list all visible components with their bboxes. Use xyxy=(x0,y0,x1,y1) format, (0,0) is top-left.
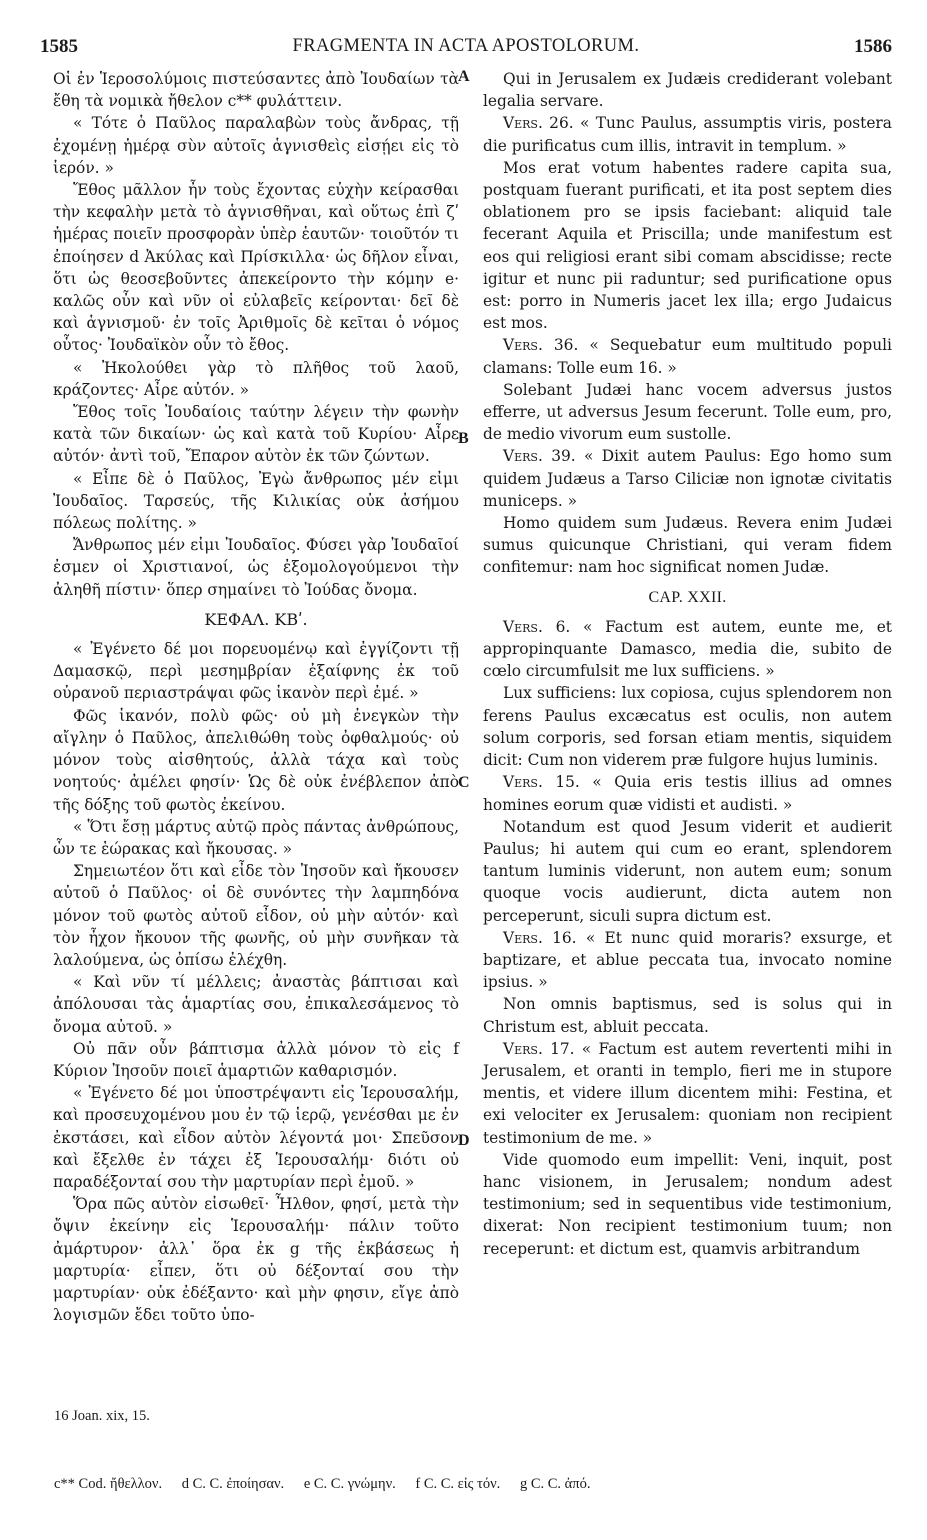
chapter-heading-greek: ΚΕΦΑΛ. ΚΒʹ. xyxy=(204,609,308,629)
latin-paragraph: Mos erat votum habentes radere capita sua, postquam fuerant purificati, et ita post septem dies oblationem pro se ipsis faciebant: aliquid tale fecerant Aquila et Priscilla; unde manifestum est eos qui religiosi erant sibi comam abscidisse; recte igitur et nunc pii raduntur; sed purificatione opus est: porro in Numeris jacet lex illa; ergo Judaicus est mos. xyxy=(483,158,892,333)
greek-paragraph: « Ὅτι ἔσῃ μάρτυς αὐτῷ πρὸς πάντας ἀνθρώπους, ὧν τε ἑώρακας καὶ ἤκουσας. » xyxy=(53,817,459,858)
chapter-heading-latin: CAP. XXII. xyxy=(648,588,727,606)
greek-paragraph: Ἔθος τοῖς Ἰουδαίοις ταύτην λέγειν τὴν φωνὴν κατὰ τῶν δικαίων· ὡς καὶ κατὰ τοῦ Κυρίου· Αἶρε αὐτόν· ἀντὶ τοῦ, Ἔπαρον αὐτὸν ἐκ τῶν ζώντων. xyxy=(53,403,459,466)
latin-verse-paragraph xyxy=(483,1038,892,1149)
verse-label: Vers. 39. xyxy=(503,447,576,466)
verse-label: Vers. 15. xyxy=(503,773,580,792)
latin-text: « Tunc Paulus, assumptis viris, postera die purificatus cum illis, intravit in templum. » xyxy=(483,114,892,155)
latin-paragraph: Notandum est quod Jesum viderit et audierit Paulus; hi autem qui cum eo erant, splendorem tantum luminis viderunt, non autem eum; sonum quoque vocis audierunt, dicta autem non perceperunt, siculi supra dictum est. xyxy=(483,817,892,925)
latin-paragraph: Non omnis baptismus, sed is solus qui in Christum est, abluit peccata. xyxy=(483,995,892,1036)
latin-paragraph: Vide quomodo eum impellit: Veni, inquit, post hanc visionem, in Jerusalem; nondum adest testimonium; sed in sequentibus vide testimonium, dixerat: Non recipient testimonium tuum; non receperunt: et dictum est, quamvis arbitrandum xyxy=(483,1150,892,1258)
greek-paragraph: Οἱ ἐν Ἱεροσολύμοις πιστεύσαντες ἀπὸ Ἰουδαίων τὰ ἔθη τὰ νομικὰ ἤθελον c** φυλάττειν. xyxy=(53,70,459,111)
verse-label: Vers. 17. xyxy=(503,1039,575,1058)
greek-paragraph: Ἔθος μᾶλλον ἦν τοὺς ἔχοντας εὐχὴν κείρασθαι τὴν κεφαλὴν μετὰ τὸ ἁγνισθῆναι, καὶ οὕτως ἐπὶ ζʹ ἡμέρας ποιεῖν προσφορὰν ὑπὲρ ἑαυτῶν· τοιοῦτόν τι ἐποίησεν d Ἀκύλας καὶ Πρίσκιλλα· ὡς δῆλον εἶναι, ὅτι ὡς θεοσεβοῦντες ἀπεκείροντο τὴν κόμην e· καλῶς οὖν καὶ νῦν οἱ εὐλαβεῖς κείρονται· δεῖ δὲ καὶ ἁγνισμοῦ· ἐν τοῖς Ἀριθμοῖς δὲ κεῖται ὁ νόμος οὗτος· Ἰουδαϊκὸν οὖν τὸ ἔθος. xyxy=(53,181,459,355)
greek-paragraph: « Τότε ὁ Παῦλος παραλαβὼν τοὺς ἄνδρας, τῇ ἐχομένῃ ἡμέρᾳ σὺν αὐτοῖς ἁγνισθεὶς εἰσῄει εἰς τὸ ἱερόν. » xyxy=(53,114,459,177)
latin-text: « Quia eris testis illius ad omnes homines eorum quæ vidisti et audisti. » xyxy=(483,773,892,814)
latin-paragraph: Homo quidem sum Judæus. Revera enim Judæi sumus quicunque Christiani, qui veram fidem confitemur: nam hoc significat nomen Judæ. xyxy=(483,514,892,577)
footnote: d C. C. ἐποίησαν. xyxy=(181,1476,285,1492)
latin-column xyxy=(483,68,892,1260)
margin-letter-b: B xyxy=(458,430,469,447)
footnote: c** Cod. ἤθελλον. xyxy=(54,1476,163,1492)
verse-label: Vers. 6. xyxy=(503,617,571,636)
greek-paragraph: Οὐ πᾶν οὖν βάπτισμα ἀλλὰ μόνον τὸ εἰς f Κύριον Ἰησοῦν ποιεῖ ἁμαρτιῶν καθαρισμόν. xyxy=(53,1039,459,1080)
verse-label: Vers. 16. xyxy=(503,928,577,947)
verse-label: Vers. 36. xyxy=(503,336,579,355)
latin-paragraph: Lux sufficiens: lux copiosa, cujus splendorem non ferens Paulus excæcatus est oculis, non autem solum corporis, sed forsan etiam mentis, siquidem dicit: Cum non viderem præ fulgore hujus luminis. xyxy=(483,684,892,770)
greek-paragraph: Ἄνθρωπος μέν εἰμι Ἰουδαῖος. Φύσει γὰρ Ἰουδαῖοί ἐσμεν οἱ Χριστιανοί, ὡς ἐξομολογούμενοι τὴν ἀληθῆ πίστιν· ὅπερ σημαίνει τὸ Ἰούδας ὄνομα. xyxy=(53,536,459,599)
greek-paragraph: « Ἠκολούθει γὰρ τὸ πλῆθος τοῦ λαοῦ, κράζοντες· Αἶρε αὐτόν. » xyxy=(53,358,459,399)
latin-verse-paragraph xyxy=(483,445,892,512)
latin-text: « Factum est autem revertenti mihi in Jerusalem, et oranti in templo, fieri me in stupore mentis, et videre illum dicentem mihi: Festina, et exi velociter ex Jerusalem: quoniam non recipient testimonium de me. » xyxy=(483,1039,892,1147)
greek-paragraph: « Καὶ νῦν τί μέλλεις; ἀναστὰς βάπτισαι καὶ ἀπόλουσαι τὰς ἁμαρτίας σου, ἐπικαλεσάμενος τὸ ὄνομα αὐτοῦ. » xyxy=(53,973,459,1036)
margin-letter-c: C xyxy=(458,774,470,791)
page-number-left: 1585 xyxy=(40,36,78,57)
greek-column xyxy=(53,68,459,1326)
latin-verse-paragraph xyxy=(483,927,892,994)
page-header xyxy=(40,36,892,62)
footnote: f C. C. εἰς τόν. xyxy=(415,1476,501,1492)
latin-text: « Dixit autem Paulus: Ego homo sum quidem Judæus a Tarso Ciliciæ non ignotæ civitatis municeps. » xyxy=(483,447,892,510)
footnote: g C. C. ἀπό. xyxy=(519,1476,591,1492)
greek-paragraph: Ὅρα πῶς αὐτὸν εἰσωθεῖ· Ἦλθον, φησί, μετὰ τὴν ὄψιν ἐκείνην εἰς Ἱερουσαλήμ· πάλιν τοῦτο ἀμάρτυρον· ἀλλ᾽ ὅρα ἐκ g τῆς ἐκβάσεως ἡ μαρτυρία· εἶπεν, ὅτι οὐ δέξονταί σου τὴν μαρτυρίαν· οὐκ ἐδέξαντο· καὶ μὴν φησιν, εἴγε ἀπὸ λογισμῶν ἔδει τοῦτο ὑπο- xyxy=(53,1195,459,1325)
footnotes-greek xyxy=(54,1476,606,1493)
footnote-latin: 16 Joan. xix, 15. xyxy=(54,1408,150,1424)
latin-verse-paragraph xyxy=(483,334,892,378)
page-number-right: 1586 xyxy=(854,36,892,57)
greek-paragraph: « Εἶπε δὲ ὁ Παῦλος, Ἐγὼ ἄνθρωπος μέν εἰμι Ἰουδαῖος. Ταρσεύς, τῆς Κιλικίας οὐκ ἀσήμου πόλεως πολίτης. » xyxy=(53,469,459,533)
latin-text: « Factum est autem, eunte me, et appropinquante Damasco, media die, subito de cœlo circumfulsit me lux sufficiens. » xyxy=(483,617,892,681)
margin-letter-d: D xyxy=(458,1132,470,1149)
running-title: FRAGMENTA IN ACTA APOSTOLORUM. xyxy=(292,36,640,56)
greek-paragraph: Φῶς ἱκανόν, πολὺ φῶς· οὐ μὴ ἐνεγκὼν τὴν αἴγλην ὁ Παῦλος, ἀπελιθώθη τοὺς ὀφθαλμούς· οὐ μόνον τοὺς αἰσθητούς, ἀλλὰ τάχα καὶ τοὺς νοητούς· ἀμέλει φησίν· Ὡς δὲ οὐκ ἐνέβλεπον ἀπὸ τῆς δόξης τοῦ φωτὸς ἐκείνου. xyxy=(53,706,459,814)
greek-paragraph: « Ἐγένετο δέ μοι πορευομένῳ καὶ ἐγγίζοντι τῇ Δαμασκῷ, περὶ μεσημβρίαν ἐξαίφνης ἐκ τοῦ οὐρανοῦ περιαστράψαι φῶς ἱκανὸν περὶ ἐμέ. » xyxy=(53,640,459,703)
greek-paragraph: Σημειωτέον ὅτι καὶ εἶδε τὸν Ἰησοῦν καὶ ἤκουσεν αὐτοῦ ὁ Παῦλος· οἱ δὲ συνόντες τὴν λαμπηδόνα μόνον τοῦ φωτὸς αὐτοῦ εἶδον, οὐ μὴν αὐτόν· καὶ τὸν ἦχον ἤκουον τῆς φωνῆς, οὐ μὴν συνῆκαν τὰ λαλούμενα, ὡς ὀπίσω ἐλέχθη. xyxy=(53,862,459,969)
footnote: e C. C. γνώμην. xyxy=(303,1476,396,1492)
latin-paragraph: Solebant Judæi hanc vocem adversus justos efferre, ut adversus Jesum fecerunt. Tolle eum, pro, de medio vivorum eum sustolle. xyxy=(483,380,892,444)
greek-paragraph: « Ἐγένετο δέ μοι ὑποστρέψαντι εἰς Ἱερουσαλήμ, καὶ προσευχομένου μου ἐν τῷ ἱερῷ, γενέσθαι με ἐν ἐκστάσει, καὶ εἶδον αὐτὸν λέγοντά μοι· Σπεῦσον καὶ ἔξελθε ἐν τάχει ἐξ Ἱερουσαλήμ· διότι οὐ παραδέξονταί σου τὴν μαρτυρίαν περὶ ἐμοῦ. » xyxy=(53,1084,459,1191)
margin-letter-a: A xyxy=(458,68,470,85)
latin-text: « Sequebatur eum multitudo populi clamans: Tolle eum 16. » xyxy=(483,336,892,377)
latin-verse-paragraph xyxy=(483,771,892,815)
latin-paragraph: Qui in Jerusalem ex Judæis crediderant volebant legalia servare. xyxy=(483,70,892,111)
latin-text: « Et nunc quid moraris? exsurge, et baptizare, et ablue peccata tua, invocato nomine ipsius. » xyxy=(483,928,892,992)
verse-label: Vers. 26. xyxy=(503,114,574,133)
latin-verse-paragraph xyxy=(483,112,892,156)
latin-verse-paragraph xyxy=(483,616,892,683)
